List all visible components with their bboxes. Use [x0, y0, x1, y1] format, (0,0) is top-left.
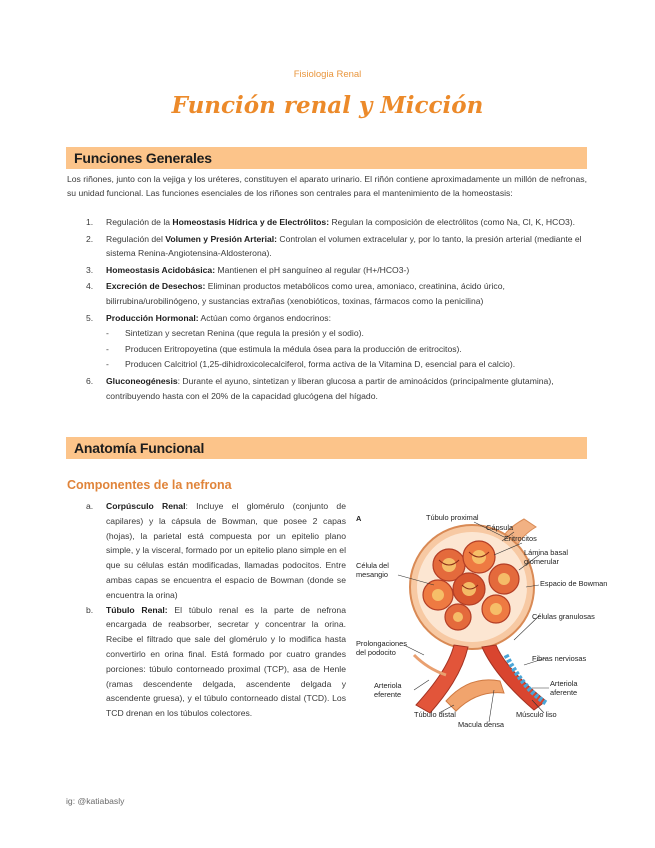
dash-bullet: -: [106, 328, 109, 339]
sub-list-item: [86, 342, 588, 357]
item-term: Túbulo Renal:: [106, 604, 168, 615]
distal-tubule-shape: [446, 680, 504, 711]
item-text: Producen Calcitriol (1,25-dihidroxicolecalciferol, forma activa de la Vitamina D, esencial para el calcio).: [125, 359, 516, 370]
item-text: : Durante el ayuno, sintetizan y liberan glucosa a partir de aminoácidos (principalmente glutamina), contribuyendo hasta con el 20% de la capacidad glucógena del hígado.: [106, 375, 554, 401]
dash-bullet: -: [106, 359, 109, 370]
label-prolongaciones: Prolongaciones: [356, 639, 407, 648]
list-item: [86, 232, 588, 261]
list-letter: b.: [86, 604, 94, 615]
item-term: Gluconeogénesis: [106, 375, 178, 386]
renal-corpuscle-illustration: [354, 505, 624, 730]
label-macula-densa: Macula densa: [458, 720, 505, 729]
label-celula-mesangio-2: mesangio: [356, 570, 389, 579]
label-arteriola-eferente-2: eferente: [374, 690, 402, 699]
list-item: [86, 215, 588, 230]
dash-bullet: -: [106, 343, 109, 354]
podocyte-process-shape: [414, 655, 446, 675]
item-text: Regulan la composición de electrólitos (como Na, Cl, K, HCO3).: [329, 217, 576, 227]
label-espacio-bowman: Espacio de Bowman: [540, 579, 608, 588]
page-title: Función renal y Micción: [171, 92, 484, 119]
functions-list: [86, 215, 588, 403]
list-item: [86, 374, 588, 403]
intro-paragraph: Los riñones, junto con la vejiga y los uréteres, constituyen el aparato urinario. El riñón contiene aproximadamente un millón de nefronas, su unidad funcional. Las funciones esenciales de los riñones son centrales para el mantenimiento de la homeostasis:: [67, 174, 587, 199]
list-number: 1.: [86, 217, 94, 227]
list-letter: a.: [86, 501, 94, 511]
label-lamina-basal-2: glomerular: [524, 557, 559, 566]
panel-letter: A: [356, 514, 362, 523]
nephron-figure: [354, 505, 624, 730]
list-number: 5.: [86, 312, 94, 323]
list-item: [86, 603, 346, 721]
list-number: 4.: [86, 281, 94, 292]
section-heading-general: Funciones Generales: [66, 147, 587, 169]
item-term: Producción Hormonal:: [106, 312, 199, 323]
sub-list-item: [86, 326, 588, 341]
nephron-components-list: [86, 499, 346, 721]
list-item: [86, 499, 346, 603]
item-text: Controlan el volumen extracelular y, por lo tanto, la presión arterial (mediante el sistema Renina-Angiotensina-Aldosterona).: [106, 233, 582, 259]
item-term: Excreción de Desechos:: [106, 281, 206, 292]
item-prefix: Regulación de la: [106, 217, 173, 227]
list-item: [86, 311, 588, 326]
label-fibras-nerviosas: Fibras nerviosas: [532, 654, 587, 663]
sub-list-item: [86, 357, 588, 372]
list-number: 3.: [86, 264, 94, 275]
label-arteriola-aferente: Arteriola: [550, 679, 578, 688]
label-lamina-basal: Lámina basal: [524, 548, 568, 557]
label-eritrocitos: Eritrocitos: [504, 534, 537, 543]
item-term: Homeostasis Hídrica y de Electrólitos:: [172, 217, 330, 227]
label-arteriola-eferente: Arteriola: [374, 681, 402, 690]
label-arteriola-aferente-2: aferente: [550, 688, 578, 697]
label-tubulo-distal: Túbulo distal: [414, 710, 456, 719]
list-number: 6.: [86, 375, 94, 386]
label-celula-mesangio: Célula del: [356, 561, 389, 570]
item-term: Corpúsculo Renal: [106, 501, 186, 511]
section-heading-anatomy: Anatomía Funcional: [66, 437, 587, 459]
item-text: Actúan como órganos endocrinos:: [198, 312, 331, 323]
list-item: [86, 279, 588, 308]
list-number: 2.: [86, 233, 94, 244]
list-item: [86, 263, 588, 278]
label-musculo-liso: Músculo liso: [516, 710, 557, 719]
label-prolongaciones-2: del podocito: [356, 648, 396, 657]
label-capsula: Cápsula: [486, 523, 514, 532]
item-text: El túbulo renal es la parte de nefrona encargada de reabsorber, secretar y concentrar la orina. Recibe el filtrado que sale del glomérulo y lo modifica hasta convertirlo en orina final. Está formado por cuatro grandes porciones: túbulo contorneado proximal (TCP), asa de Henle (ramas descendente delgada, ascendente delgada y ascendente gruesa), y el túbulo contorneado distal (TCD). Los TCD drenan en los túbulos colectores.: [106, 604, 346, 719]
label-tubulo-proximal: Túbulo proximal: [426, 513, 479, 522]
document-subject: Fisiologia Renal: [293, 69, 362, 80]
item-text: Producen Eritropoyetina (que estimula la médula ósea para la producción de eritrocitos).: [125, 343, 462, 354]
item-text: Mantienen el pH sanguíneo al regular (H+/HCO3-): [215, 264, 410, 275]
item-text: : Incluye el glomérulo (conjunto de capilares) y la cápsula de Bowman, que posee 2 capas (hojas), la parietal está compuesta por un epitelio plano simple, y la visceral, formado por un epitelio plano simple en el que su células están modificadas, llamadas podocitos. Entre ambas capas se encuentra el espacio de Bowman (donde se encuentra la orina): [106, 501, 346, 600]
item-text: Eliminan productos metabólicos como urea, amoniaco, creatinina, ácido úrico, bilirrubina/urobilinógeno, y sustancias extrañas (xenobióticos, toxinas, fármacos como la penicilina): [106, 281, 505, 306]
item-term: Volumen y Presión Arterial:: [165, 233, 277, 244]
item-term: Homeostasis Acidobásica:: [106, 264, 216, 275]
subsection-heading: Componentes de la nefrona: [67, 478, 232, 492]
item-prefix: Regulación del: [106, 233, 166, 244]
footer-handle: ig: @katiabasly: [66, 796, 125, 806]
item-text: Sintetizan y secretan Renina (que regula la presión y el sodio).: [125, 328, 364, 339]
label-celulas-granulosas: Células granulosas: [532, 612, 595, 621]
